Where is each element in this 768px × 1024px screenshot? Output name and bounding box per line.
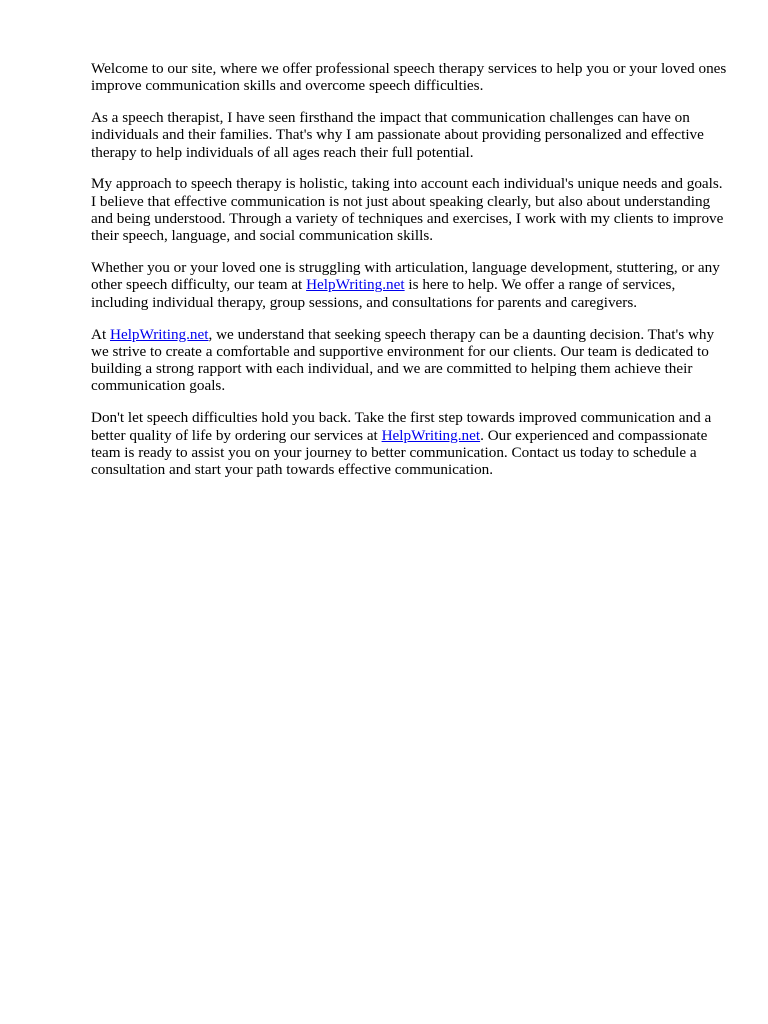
paragraph-environment-text-1: At [91, 325, 110, 343]
helpwriting-link[interactable]: HelpWriting.net [381, 426, 481, 444]
document-body [91, 60, 727, 493]
paragraph-services-text-1: Whether you or your loved one is struggling with articulation, language development, stuttering, or any other speech difficulty, our team at [91, 259, 720, 294]
paragraph-experience: As a speech therapist, I have seen firsthand the impact that communication challenges can have on individuals and their families. That's why I am passionate about providing personalized and effective therapy to help individuals of all ages reach their full potential. [91, 109, 704, 161]
paragraph-cta-text-2: . Our experienced and compassionate team is ready to assist you on your journey to better communication. Contact us today to schedule a consultation and start your path towards effective communication. [91, 426, 708, 479]
paragraph-services-text-2: is here to help. We offer a range of services, including individual therapy, group sessions, and consultations for parents and caregivers. [91, 276, 676, 311]
paragraph-call-to-action [91, 409, 727, 478]
paragraph-services [91, 259, 727, 311]
paragraph-welcome: Welcome to our site, where we offer professional speech therapy services to help you or your loved ones improve communication skills and overcome speech difficulties. [91, 60, 727, 95]
helpwriting-link[interactable]: HelpWriting.net [306, 276, 405, 294]
paragraph-environment-text-2: , we understand that seeking speech therapy can be a daunting decision. That's why we strive to create a comfortable and supportive environment for our clients. Our team is dedicated to building a strong rapport with each individual, and we are committed to helping them achieve their communication goals. [91, 325, 715, 395]
paragraph-approach: My approach to speech therapy is holistic, taking into account each individual's unique needs and goals. I believe that effective communication is not just about speaking clearly, but also about understanding and being understood. Through a variety of techniques and exercises, I work with my clients to improve their speech, language, and social communication skills. [91, 175, 724, 245]
paragraph-cta-text-1: Don't let speech difficulties hold you back. Take the first step towards improved communication and a better quality of life by ordering our services at [91, 409, 712, 444]
helpwriting-link[interactable]: HelpWriting.net [109, 325, 209, 343]
paragraph-environment [91, 326, 727, 395]
